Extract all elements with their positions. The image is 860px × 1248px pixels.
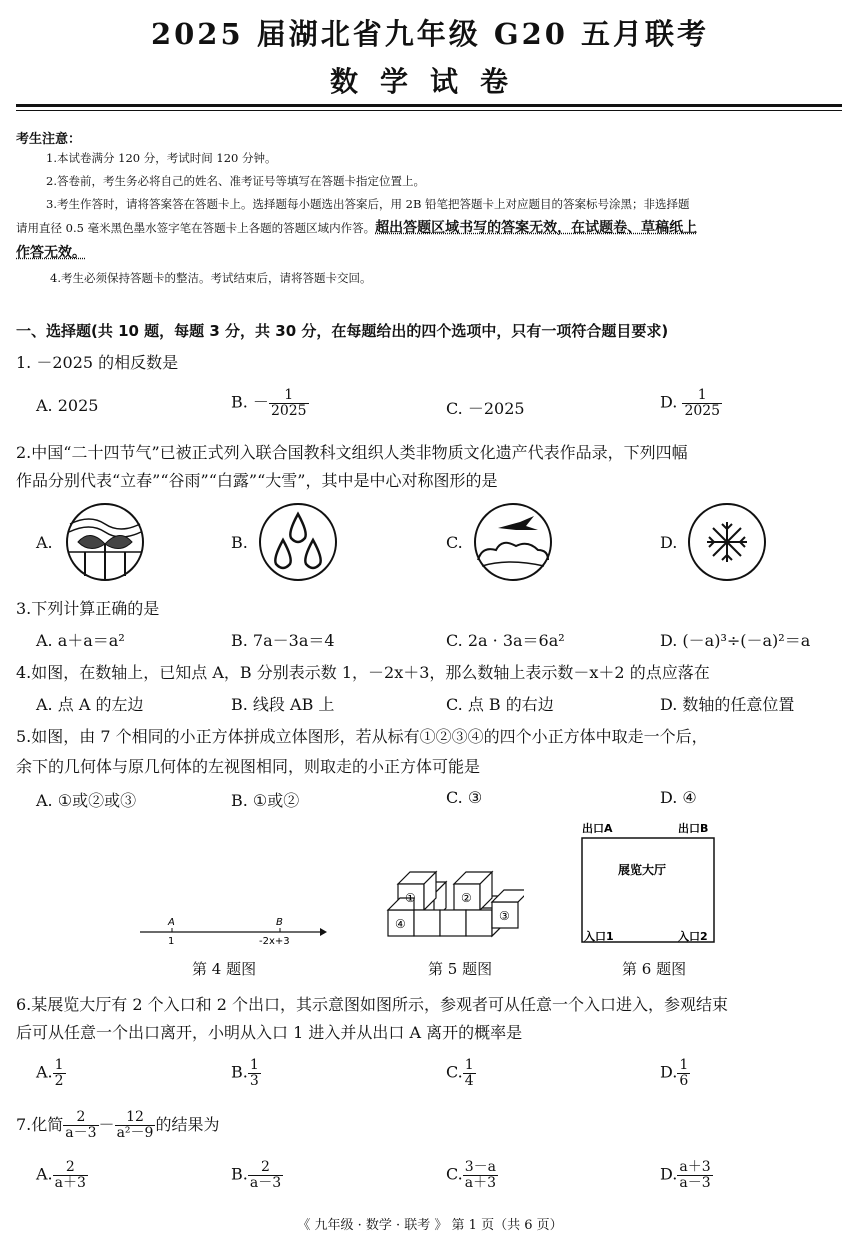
notice-heading: 考生注意： bbox=[16, 132, 82, 147]
fraction bbox=[677, 1160, 712, 1190]
fraction-num: 1 bbox=[464, 1057, 474, 1073]
fraction-den: a²－9 bbox=[116, 1125, 154, 1141]
q5-option-b: B. ①或② bbox=[231, 791, 300, 810]
fraction-num: 2 bbox=[63, 1110, 98, 1126]
q7-minus: － bbox=[98, 1115, 115, 1134]
q2-option-d: D. bbox=[660, 533, 678, 552]
q7-d-label: D. bbox=[660, 1164, 678, 1184]
fraction-den: a－3 bbox=[679, 1174, 711, 1191]
fig4-caption: 第 4 题图 bbox=[192, 960, 257, 978]
q6-option-b bbox=[231, 1058, 261, 1088]
q4-option-b: B. 线段 AB 上 bbox=[231, 695, 335, 714]
fig5-cube-stack bbox=[384, 868, 524, 948]
notice-item: 1.本试卷满分 120 分，考试时间 120 分钟。 bbox=[46, 151, 277, 165]
fraction bbox=[463, 1160, 498, 1190]
q6-stem-line1: 6.某展览大厅有 2 个入口和 2 个出口，其示意图如图所示，参观者可从任意一个入口进入，参观结束 bbox=[16, 995, 728, 1014]
q7-a-label: A. bbox=[36, 1164, 53, 1184]
fraction-num: 1 bbox=[54, 1057, 64, 1073]
fraction bbox=[63, 1110, 98, 1140]
fig5-cube-1: ① bbox=[405, 891, 416, 905]
q7-option-c bbox=[446, 1160, 498, 1190]
fig5-caption: 第 5 题图 bbox=[428, 960, 493, 978]
q7-stem-post: 的结果为 bbox=[155, 1115, 220, 1134]
q4-option-a: A. 点 A 的左边 bbox=[36, 695, 144, 714]
fig6-exit-b: 出口B bbox=[678, 822, 709, 835]
fraction bbox=[248, 1160, 283, 1190]
q2-stem-line2: 作品分别代表“立春”“谷雨”“白露”“大雪”，其中是中心对称图形的是 bbox=[16, 471, 498, 490]
fig4-value-b: -2x+3 bbox=[259, 936, 290, 947]
fig6-entry-2: 入口2 bbox=[678, 930, 708, 943]
q7-option-a bbox=[36, 1160, 88, 1190]
fraction-den: a＋3 bbox=[464, 1174, 497, 1191]
q7-option-d bbox=[660, 1160, 713, 1190]
q1-option-a: A. 2025 bbox=[36, 396, 99, 415]
notice-item: 2.答卷前，考生务必将自己的姓名、准考证号等填写在答题卡指定位置上。 bbox=[46, 174, 425, 188]
fraction bbox=[248, 1058, 261, 1088]
fraction-num: 2 bbox=[248, 1160, 283, 1176]
q6-d-label: D. bbox=[660, 1062, 678, 1082]
q7-option-b bbox=[231, 1160, 283, 1190]
q6-stem-line2: 后可从任意一个出口离开，小明从入口 1 进入并从出口 A 离开的概率是 bbox=[16, 1023, 523, 1042]
fraction-den: 2025 bbox=[270, 402, 307, 419]
notice-item: 3.考生作答时，请将答案答在答题卡上。选择题每小题选出答案后，用 2B 铅笔把答题卡上对应题目的答案标号涂黑；非选择题 bbox=[46, 197, 690, 211]
fraction bbox=[53, 1058, 66, 1088]
fraction-den: a－3 bbox=[65, 1125, 97, 1141]
fig5-cube-4: ④ bbox=[395, 917, 406, 931]
fraction-den: 6 bbox=[679, 1072, 689, 1089]
notice-emphasis: 超出答题区域书写的答案无效，在试题卷、草稿纸上 bbox=[375, 220, 698, 236]
fig6-exit-a: 出口A bbox=[582, 822, 613, 835]
q5-option-c: C. ③ bbox=[446, 788, 483, 807]
q6-option-a bbox=[36, 1058, 66, 1088]
q2-option-a: A. bbox=[36, 533, 53, 552]
section-title: 一、选择题(共 10 题，每题 3 分，共 30 分，在每题给出的四个选项中，只有一项符合题目要求) bbox=[16, 322, 669, 340]
fraction-num: 1 bbox=[679, 1057, 689, 1073]
fig4-value-a: 1 bbox=[168, 936, 175, 947]
fraction-num: 2 bbox=[53, 1160, 88, 1176]
q4-option-d: D. 数轴的任意位置 bbox=[660, 695, 795, 714]
fraction-num: 1 bbox=[269, 388, 309, 404]
fig5-cube-2: ② bbox=[461, 891, 472, 905]
fig4-number-line bbox=[135, 908, 335, 948]
q2-option-b: B. bbox=[231, 533, 248, 552]
q1-option-d bbox=[660, 388, 722, 418]
fig6-caption: 第 6 题图 bbox=[622, 960, 687, 978]
fraction-num: 1 bbox=[249, 1057, 259, 1073]
fraction-num: 1 bbox=[682, 388, 722, 404]
q4-option-c: C. 点 B 的右边 bbox=[446, 695, 554, 714]
fraction bbox=[269, 388, 309, 418]
bailu-cloud-bird-icon bbox=[468, 502, 558, 582]
q7-stem-pre: 7.化简 bbox=[16, 1115, 64, 1134]
fraction bbox=[677, 1058, 690, 1088]
fig6-hall-label: 展览大厅 bbox=[618, 863, 667, 877]
fraction-den: a＋3 bbox=[54, 1174, 86, 1191]
fig5-cube-3: ③ bbox=[499, 909, 510, 923]
q6-a-label: A. bbox=[36, 1062, 53, 1082]
q3-option-d: D. (－a)³÷(－a)²＝a bbox=[660, 631, 811, 650]
fraction-num: 3－a bbox=[464, 1159, 497, 1175]
q5-option-a: A. ①或②或③ bbox=[36, 791, 137, 810]
fraction bbox=[53, 1160, 88, 1190]
q5-stem-line1: 5.如图，由 7 个相同的小正方体拼成立体图形，若从标有①②③④的四个小正方体中取走一个后， bbox=[16, 727, 708, 746]
notice-item bbox=[16, 218, 697, 239]
fig6-entry-1: 入口1 bbox=[584, 930, 614, 943]
fig4-label-a: A bbox=[168, 917, 175, 928]
q3-stem: 3.下列计算正确的是 bbox=[16, 599, 160, 618]
fraction-den: 2 bbox=[54, 1072, 64, 1089]
page-footer: 《 九年级 · 数学 · 联考 》 第 1 页（共 6 页） bbox=[297, 1218, 563, 1233]
notice-emphasis-2: 作答无效。 bbox=[16, 245, 86, 261]
lichun-sprout-icon bbox=[60, 502, 150, 582]
fraction bbox=[463, 1058, 476, 1088]
fig6-hall-diagram bbox=[578, 818, 722, 948]
q2-stem-line1: 2.中国“二十四节气”已被正式列入联合国教科文组织人类非物质文化遗产代表作品录，下列四幅 bbox=[16, 443, 688, 462]
fraction-num: 12 bbox=[115, 1110, 156, 1126]
q1-d-prefix: D. bbox=[660, 392, 683, 412]
q6-option-c bbox=[446, 1058, 476, 1088]
fraction-den: 2025 bbox=[684, 402, 721, 419]
fraction-num: a＋3 bbox=[679, 1159, 711, 1175]
q4-stem: 4.如图，在数轴上，已知点 A，B 分别表示数 1，－2x＋3，那么数轴上表示数－x＋2 的点应落在 bbox=[16, 663, 710, 682]
fraction bbox=[682, 388, 722, 418]
q6-option-d bbox=[660, 1058, 690, 1088]
notice-item: 4.考生必须保持答题卡的整洁。考试结束后，请将答题卡交回。 bbox=[50, 271, 372, 285]
exam-subtitle: 数学试卷 bbox=[329, 65, 530, 98]
exam-title: 2025 届湖北省九年级 G20 五月联考 bbox=[150, 17, 710, 51]
q3-option-a: A. a＋a＝a² bbox=[36, 631, 125, 650]
fig4-label-b: B bbox=[276, 917, 283, 928]
q3-option-b: B. 7a－3a＝4 bbox=[231, 631, 335, 650]
q7-b-label: B. bbox=[231, 1164, 248, 1184]
q1-option-b bbox=[231, 388, 309, 418]
fraction-den: 4 bbox=[464, 1072, 474, 1089]
q2-option-c: C. bbox=[446, 533, 463, 552]
q1-stem: 1. －2025 的相反数是 bbox=[16, 353, 179, 372]
fraction-den: 3 bbox=[249, 1072, 259, 1089]
fraction-den: a－3 bbox=[249, 1174, 282, 1191]
header-rule-thin bbox=[16, 110, 842, 111]
fraction bbox=[115, 1110, 156, 1140]
q7-c-label: C. bbox=[446, 1164, 463, 1184]
header-rule bbox=[16, 104, 842, 107]
notice-text: 请用直径 0.5 毫米黑色墨水签字笔在答题卡上各题的答题区域内作答。 bbox=[16, 221, 376, 235]
guyu-raindrop-icon bbox=[253, 502, 343, 582]
q6-b-label: B. bbox=[231, 1062, 248, 1082]
q6-c-label: C. bbox=[446, 1062, 463, 1082]
q3-option-c: C. 2a · 3a＝6a² bbox=[446, 631, 565, 650]
q7-stem bbox=[16, 1110, 846, 1141]
q1-option-c: C. －2025 bbox=[446, 399, 525, 418]
q5-option-d: D. ④ bbox=[660, 788, 697, 807]
q1-b-prefix: B. － bbox=[231, 392, 269, 412]
q5-stem-line2: 余下的几何体与原几何体的左视图相同，则取走的小正方体可能是 bbox=[16, 757, 481, 776]
daxue-snowflake-icon bbox=[682, 502, 772, 582]
